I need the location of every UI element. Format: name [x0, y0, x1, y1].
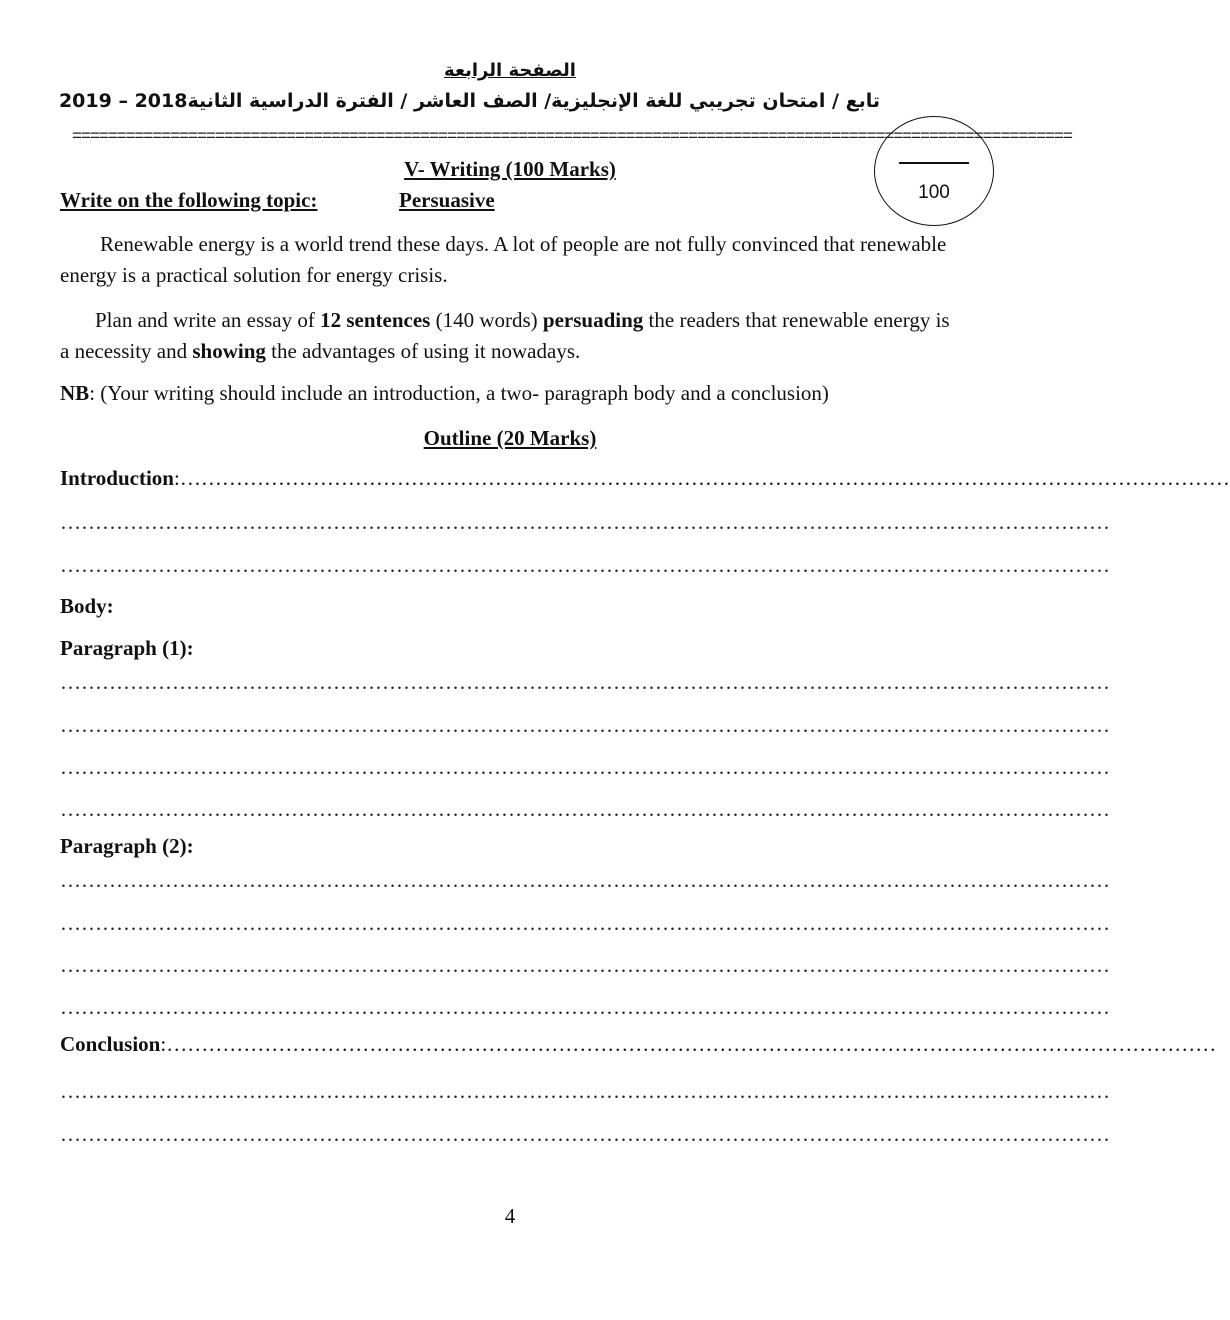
paragraph-1-line-2[interactable]: ……………………………………………………………………………………………………………………………………	[60, 713, 1110, 737]
introduction-label: Introduction	[60, 466, 174, 490]
section-title: V- Writing (100 Marks)	[404, 157, 616, 181]
exam-title-arabic: تابع / امتحان تجريبي للغة الإنجليزية/ الصف العاشر / الفترة الدراسية الثانية2018 – 2019	[58, 90, 880, 112]
paragraph-1-line-4[interactable]: ……………………………………………………………………………………………………………………………………	[60, 797, 1110, 821]
conclusion-colon: :	[160, 1032, 167, 1056]
nb-text: : (Your writing should include an introduction, a two- paragraph body and a conclusion)	[89, 381, 829, 405]
paragraph-2-line-1[interactable]: ……………………………………………………………………………………………………………………………………	[60, 868, 1110, 892]
page-number: 4	[504, 1204, 516, 1228]
conclusion-row[interactable]	[60, 1032, 1217, 1057]
introduction-colon: :	[173, 466, 180, 490]
introduction-line-1[interactable]: ……………………………………………………………………………………………………………………………………	[179, 466, 1230, 490]
prompt-2-persuading: persuading	[542, 308, 644, 332]
conclusion-line-2[interactable]: ……………………………………………………………………………………………………………………………………	[60, 1079, 1110, 1103]
conclusion-line-1[interactable]: ……………………………………………………………………………………………………………………………………	[166, 1032, 1217, 1056]
prompt-2-part-a: Plan and write an essay of	[95, 308, 321, 332]
prompt-1-text: Renewable energy is a world trend these days. A lot of people are not fully convinced that renewable energy is a practical solution for energy crisis.	[60, 232, 947, 287]
topic-value: Persuasive	[399, 188, 495, 212]
prompt-2-part-e: the readers that renewable energy is a necessity and	[60, 308, 950, 363]
conclusion-label: Conclusion	[60, 1032, 161, 1056]
prompt-2-part-c: (140 words)	[430, 308, 543, 332]
prompt-2-showing: showing	[192, 339, 266, 363]
paragraph-2-line-3[interactable]: ……………………………………………………………………………………………………………………………………	[60, 953, 1110, 977]
paragraph-1-line-3[interactable]: ……………………………………………………………………………………………………………………………………	[60, 755, 1110, 779]
prompt-paragraph-2	[60, 305, 960, 367]
introduction-row[interactable]	[60, 466, 1230, 491]
introduction-line-2[interactable]: ……………………………………………………………………………………………………………………………………	[60, 510, 1110, 534]
paragraph-2-label: Paragraph (2):	[60, 834, 194, 858]
note	[60, 381, 829, 406]
score-total: 100	[918, 182, 950, 203]
page-label-arabic: الصفحة الرابعة	[444, 60, 576, 81]
conclusion-line-3[interactable]: ……………………………………………………………………………………………………………………………………	[60, 1122, 1110, 1146]
prompt-2-sentences: 12 sentences	[320, 308, 431, 332]
prompt-paragraph-1	[60, 229, 960, 291]
nb-label: NB	[60, 381, 90, 405]
paragraph-1-line-1[interactable]: ……………………………………………………………………………………………………………………………………	[60, 670, 1110, 694]
topic-label: Write on the following topic:	[60, 188, 318, 212]
paragraph-1-label: Paragraph (1):	[60, 636, 194, 660]
paragraph-2-line-4[interactable]: ……………………………………………………………………………………………………………………………………	[60, 995, 1110, 1019]
prompt-2-part-g: the advantages of using it nowadays.	[265, 339, 581, 363]
outline-title: Outline (20 Marks)	[423, 426, 597, 450]
body-label: Body:	[60, 594, 114, 618]
paragraph-2-line-2[interactable]: ……………………………………………………………………………………………………………………………………	[60, 911, 1110, 935]
separator-line: ================================================================================================================	[72, 126, 1072, 145]
introduction-line-3[interactable]: ……………………………………………………………………………………………………………………………………	[60, 553, 1110, 577]
